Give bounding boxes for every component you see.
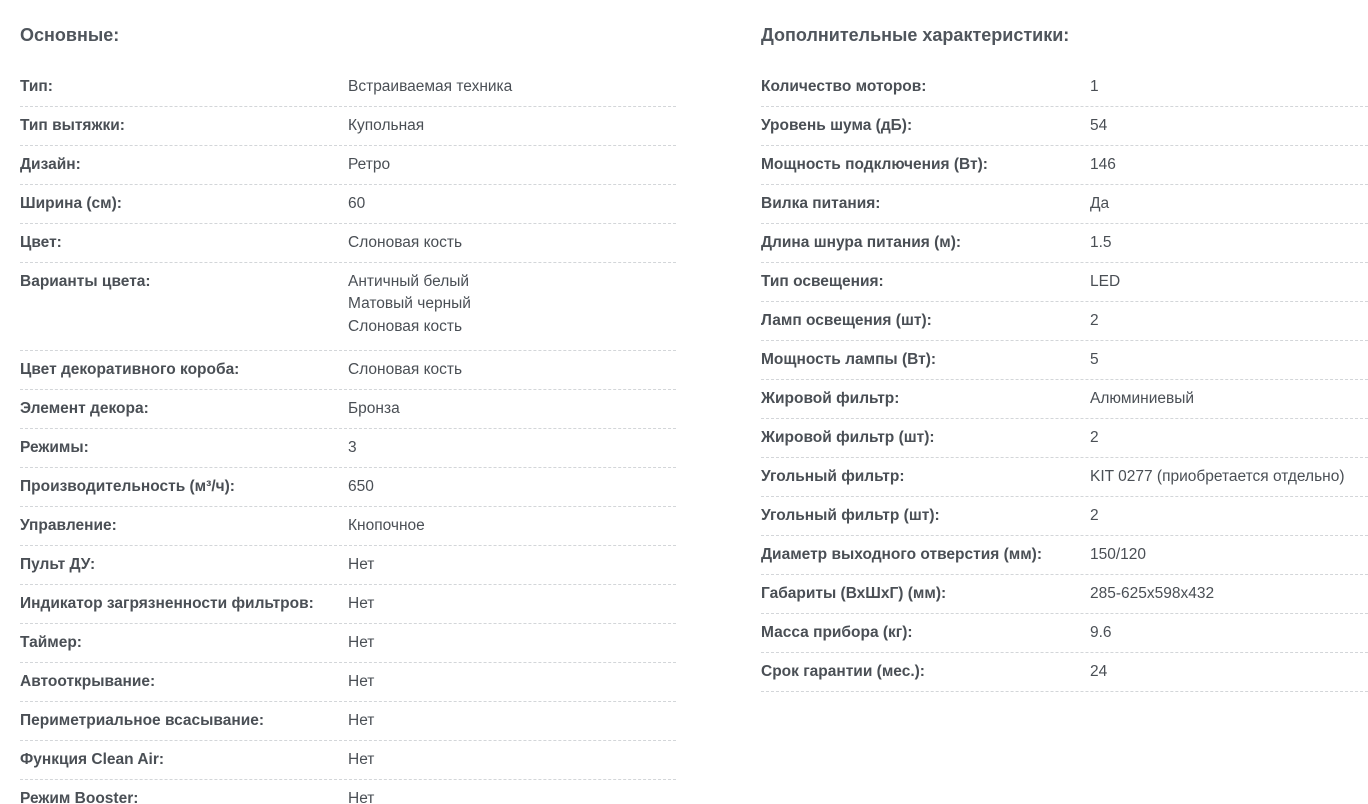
- spec-value: 2: [1090, 429, 1099, 446]
- spec-value: 650: [348, 478, 374, 495]
- spec-label: Элемент декора:: [20, 400, 149, 417]
- spec-row-modes: [20, 429, 676, 468]
- spec-value: LED: [1090, 273, 1121, 290]
- spec-row-lamps: [761, 302, 1368, 341]
- spec-value: Встраиваемая техника: [348, 78, 513, 95]
- spec-value: 150/120: [1090, 546, 1147, 563]
- spec-row-motors: [761, 68, 1368, 107]
- spec-value-list: [348, 273, 471, 340]
- spec-row-width: [20, 185, 676, 224]
- spec-row-clean-air: [20, 741, 676, 780]
- spec-row-grease-filter: [761, 380, 1368, 419]
- spec-label: Тип освещения:: [761, 273, 884, 290]
- spec-label: Масса прибора (кг):: [761, 624, 913, 641]
- spec-label: Функция Clean Air:: [20, 751, 165, 768]
- spec-label: Уровень шума (дБ):: [761, 117, 913, 134]
- spec-label: Угольный фильтр (шт):: [761, 507, 940, 524]
- spec-row-outlet-diameter: [761, 536, 1368, 575]
- spec-row-cord-length: [761, 224, 1368, 263]
- spec-value: 2: [1090, 312, 1099, 329]
- spec-row-lamp-power: [761, 341, 1368, 380]
- spec-value: 2: [1090, 507, 1099, 524]
- spec-row-booster: [20, 780, 676, 804]
- spec-label: Пульт ДУ:: [20, 556, 96, 573]
- spec-label: Срок гарантии (мес.):: [761, 663, 925, 680]
- spec-row-weight: [761, 614, 1368, 653]
- spec-row-remote: [20, 546, 676, 585]
- spec-label: Производительность (м³/ч):: [20, 478, 235, 495]
- spec-value: 60: [348, 195, 366, 212]
- spec-label: Жировой фильтр (шт):: [761, 429, 935, 446]
- spec-row-plug: [761, 185, 1368, 224]
- spec-label: Мощность лампы (Вт):: [761, 351, 937, 368]
- spec-label: Количество моторов:: [761, 78, 927, 95]
- spec-value: Да: [1090, 195, 1110, 212]
- spec-row-carbon-filter: [761, 458, 1368, 497]
- spec-value: Нет: [348, 673, 375, 690]
- spec-label: Диаметр выходного отверстия (мм):: [761, 546, 1042, 563]
- spec-value: 285-625x598x432: [1090, 585, 1215, 602]
- spec-row-warranty: [761, 653, 1368, 692]
- spec-label: Вилка питания:: [761, 195, 881, 212]
- spec-value: Купольная: [348, 117, 425, 134]
- basic-specs-list: [20, 68, 676, 804]
- spec-label: Дизайн:: [20, 156, 81, 173]
- spec-label: Цвет декоративного короба:: [20, 361, 240, 378]
- spec-value: Ретро: [348, 156, 391, 173]
- spec-label: Режим Booster:: [20, 790, 139, 804]
- additional-specs-title: Дополнительные характеристики:: [761, 25, 1070, 45]
- spec-row-type: [20, 68, 676, 107]
- spec-label: Угольный фильтр:: [761, 468, 905, 485]
- spec-label: Варианты цвета:: [20, 273, 151, 290]
- spec-label: Тип:: [20, 78, 53, 95]
- spec-label: Ширина (см):: [20, 195, 122, 212]
- spec-value: KIT 0277 (приобретается отдельно): [1090, 468, 1345, 485]
- spec-label: Ламп освещения (шт):: [761, 312, 932, 329]
- spec-value: 1.5: [1090, 234, 1112, 251]
- spec-row-dimensions: [761, 575, 1368, 614]
- color-variant: Матовый черный: [348, 295, 471, 312]
- spec-row-color-variants: [20, 263, 676, 351]
- spec-label: Автооткрывание:: [20, 673, 156, 690]
- spec-row-hood-type: [20, 107, 676, 146]
- spec-row-auto-open: [20, 663, 676, 702]
- spec-value: 24: [1090, 663, 1108, 680]
- spec-value: Бронза: [348, 400, 400, 417]
- spec-value: 1: [1090, 78, 1099, 95]
- spec-row-box-color: [20, 351, 676, 390]
- spec-row-filter-indicator: [20, 585, 676, 624]
- spec-row-design: [20, 146, 676, 185]
- spec-value: Нет: [348, 556, 375, 573]
- spec-value: Слоновая кость: [348, 234, 463, 251]
- spec-label: Цвет:: [20, 234, 62, 251]
- spec-label: Мощность подключения (Вт):: [761, 156, 988, 173]
- spec-value: Нет: [348, 712, 375, 729]
- spec-label: Тип вытяжки:: [20, 117, 125, 134]
- additional-specs-list: [761, 68, 1368, 692]
- spec-value: Алюминиевый: [1090, 390, 1195, 407]
- spec-label: Жировой фильтр:: [761, 390, 900, 407]
- spec-value: Нет: [348, 595, 375, 612]
- spec-label: Таймер:: [20, 634, 82, 651]
- spec-value: Кнопочное: [348, 517, 425, 534]
- spec-value: Нет: [348, 751, 375, 768]
- spec-label: Длина шнура питания (м):: [761, 234, 962, 251]
- spec-row-capacity: [20, 468, 676, 507]
- spec-label: Режимы:: [20, 439, 89, 456]
- spec-row-carbon-filter-count: [761, 497, 1368, 536]
- spec-row-decor: [20, 390, 676, 429]
- spec-value: Слоновая кость: [348, 361, 463, 378]
- spec-value: 5: [1090, 351, 1099, 368]
- color-variant: Слоновая кость: [348, 317, 463, 335]
- spec-value: 54: [1090, 117, 1108, 134]
- basic-specs-title: Основные:: [20, 25, 120, 45]
- spec-label: Габариты (ВхШхГ) (мм):: [761, 585, 947, 602]
- spec-value: 9.6: [1090, 624, 1112, 641]
- spec-label: Управление:: [20, 517, 117, 534]
- spec-label: Периметриальное всасывание:: [20, 712, 265, 729]
- spec-row-grease-filter-count: [761, 419, 1368, 458]
- spec-row-color: [20, 224, 676, 263]
- spec-value: 146: [1090, 156, 1116, 173]
- spec-value: Нет: [348, 790, 375, 804]
- spec-row-perimeter: [20, 702, 676, 741]
- spec-row-lighting-type: [761, 263, 1368, 302]
- spec-row-power: [761, 146, 1368, 185]
- spec-row-control: [20, 507, 676, 546]
- spec-label: Индикатор загрязненности фильтров:: [20, 595, 314, 612]
- spec-row-timer: [20, 624, 676, 663]
- spec-row-noise: [761, 107, 1368, 146]
- color-variant: Античный белый: [348, 273, 470, 290]
- spec-value: Нет: [348, 634, 375, 651]
- spec-value: 3: [348, 439, 357, 456]
